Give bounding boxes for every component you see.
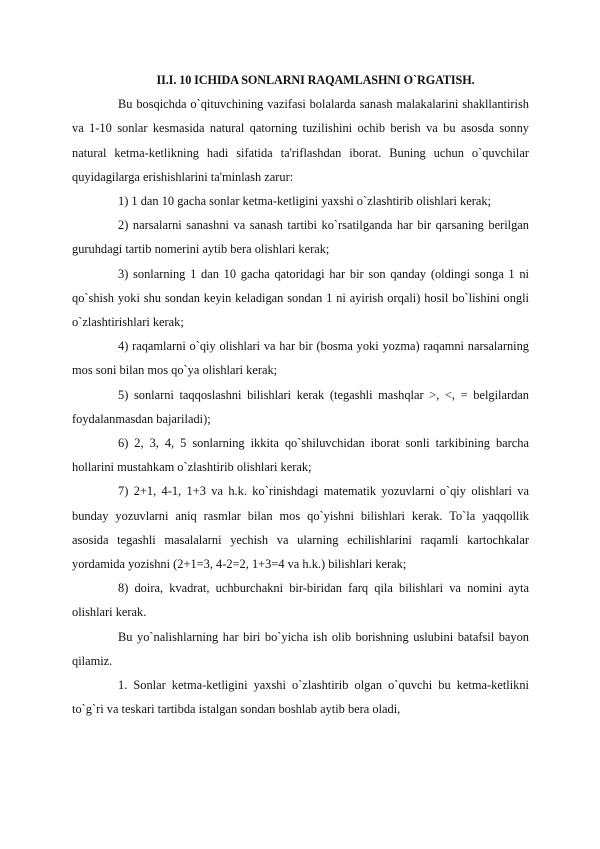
paragraph-item-1: 1) 1 dan 10 gacha sonlar ketma-ketligini yaxshi o`zlashtirib olishlari kerak; bbox=[118, 194, 491, 209]
paragraph-item-4: 4) raqamlarni o`qiy olishlari va har bir (bosma yoki yozma) raqamni narsalarning mos soni bilan mos qo`ya olishlari kerak; bbox=[72, 339, 529, 378]
paragraph-item-3: 3) sonlarning 1 dan 10 gacha qatoridagi har bir son qanday (oldingi songa 1 ni qo`shish yoki shu sondan keyin keladigan sondan 1 ni ayirish orqali) hosil bo`lishini ongli o`zlashtirishlari kerak; bbox=[72, 266, 529, 330]
paragraph-item-8: 8) doira, kvadrat, uchburchakni bir-biridan farq qila bilishlari va nomini ayta olishlari kerak. bbox=[72, 581, 529, 620]
section-title: II.I. 10 ICHIDA SONLARNI RAQAMLASHNI O`RGATISH. bbox=[156, 73, 475, 87]
paragraph-method: Bu yo`nalishlarning har biri bo`yicha ish olib borishning uslubini batafsil bayon qilamiz. bbox=[72, 629, 529, 668]
paragraph-point-1: 1. Sonlar ketma-ketligini yaxshi o`zlashtirib olgan o`quvchi bu ketma-ketlikni to`g`ri va teskari tartibda istalgan sondan boshlab aytib bera oladi, bbox=[72, 678, 529, 717]
document-page bbox=[72, 68, 529, 721]
paragraph-item-5: 5) sonlarni taqqoslashni bilishlari kerak (tegashli mashqlar >, <, = belgilardan foydalanmasdan bajariladi); bbox=[72, 387, 529, 426]
paragraph-item-7: 7) 2+1, 4-1, 1+3 va h.k. ko`rinishdagi matematik yozuvlarni o`qiy olishlari va bunday yozuvlarni aniq rasmlar bilan mos qo`yishni bilishlari kerak. To`la yaqqollik asosida tegashli masalalarni yechish va ularning echilishlarini raqamli kartochkalar yordamida yozishni (2+1=3, 4-2=2, 1+3=4 va h.k.) bilishlari kerak; bbox=[72, 484, 529, 572]
paragraph-intro: Bu bosqichda o`qituvchining vazifasi bolalarda sanash malakalarini shakllantirish va 1-10 sonlar kesmasida natural qatorning tuzilishini ochib berish va bu asosda sonny natural ketma-ketlikning hadi sifatida ta'riflashdan iborat. Buning uchun o`quvchilar quyidagilarga erishishlarini ta'minlash zarur: bbox=[72, 97, 529, 184]
paragraph-item-2: 2) narsalarni sanashni va sanash tartibi ko`rsatilganda har bir qarsaning berilgan guruhdagi tartib nomerini aytib bera olishlari kerak; bbox=[72, 218, 529, 257]
paragraph-item-6: 6) 2, 3, 4, 5 sonlarning ikkita qo`shiluvchidan iborat sonli tarkibining barcha hollarini mustahkam o`zlashtirib olishlari kerak; bbox=[72, 436, 529, 475]
